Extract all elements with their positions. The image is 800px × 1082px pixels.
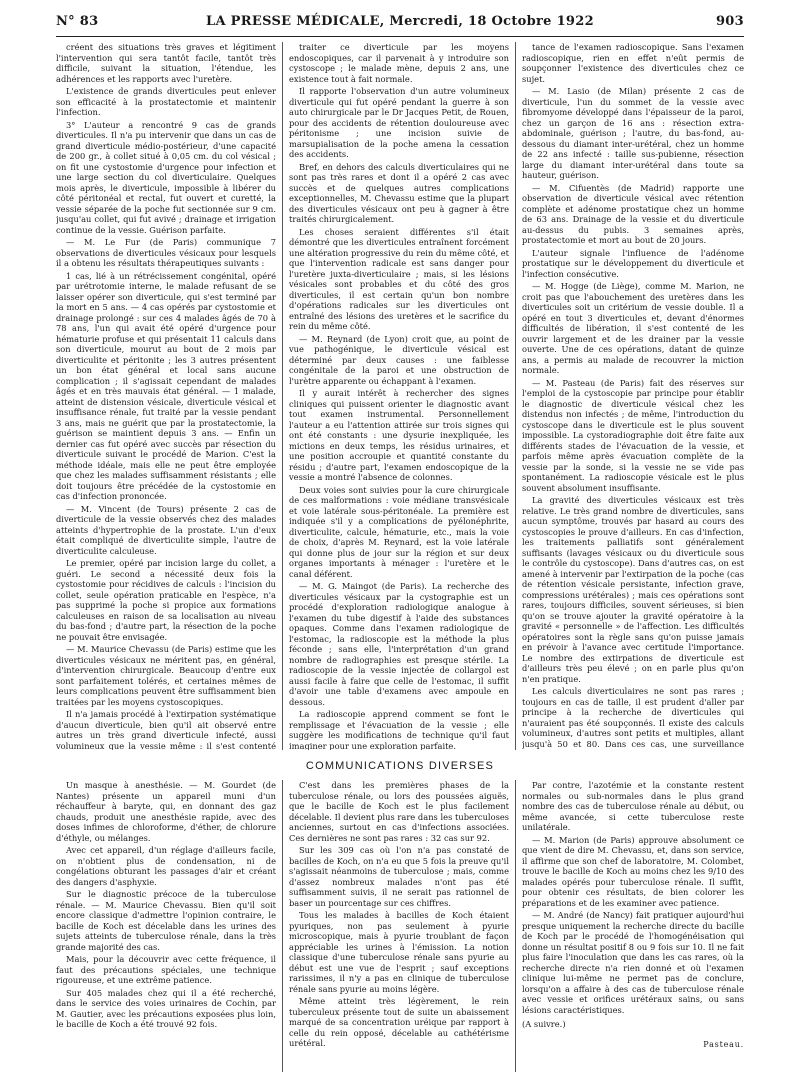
paragraph: Les choses seraient différentes s'il était démontré que les diverticules entraînent forcément une altération progressive du rein du même côté, et que l'intervention radicale est sans danger pour l'uretère juxta-diverticulaire ; mais, si les lésions vésicales sont probables et du côté des gros diverticules, il est certain qu'un bon nombre d'opérations radicales sur les diverticules ont entraîné des lésions des uretères et le sacrifice du rein du même côté.: [289, 226, 509, 331]
paragraph: tance de l'examen radioscopique. Sans l'examen radioscopique, rien en effet n'eût permis de soupçonner l'existence des diverticules chez ce sujet.: [522, 42, 744, 84]
continued-note: (A suivre.): [522, 1019, 566, 1029]
column-divider: [515, 42, 516, 750]
paragraph: Avec cet appareil, d'un réglage d'ailleurs facile, on n'obtient plus de condensation, ni de congélations obturant les passages d'air et créant des dangers d'asphyxie.: [56, 845, 276, 887]
article-column-1: [56, 42, 276, 750]
paragraph: L'existence de grands diverticules peut enlever son efficacité à la prostatectomie et maintenir l'infection.: [56, 86, 276, 117]
journal-title: LA PRESSE MÉDICALE, Mercredi, 18 Octobre 1922: [206, 14, 594, 29]
paragraph: Il n'a jamais procédé à l'extirpation systématique d'aucun diverticule, bien qu'il ait observé entre autres un très grand diverticule infecté, aussi volumineux que la vessie même : il s'est contenté: [56, 709, 276, 750]
paragraph: Même atteint très légèrement, le rein tuberculeux présente tout de suite un abaissement marqué de sa concentration uréique par rapport à celle du rein opposé, décelable au cathétérisme urétéral.: [289, 996, 509, 1048]
paragraph: Deux voies sont suivies pour la cure chirurgicale de ces malformations : voie médiane transvésicale et voie latérale sous-péritonéale. La première est indiquée s'il y a complications de pyélonéphrite, diverticulite, calcule, hématurie, etc., mais la voie de choix, d'après M. Reynard, est la voie latérale qui donne plus de jour sur la région et sur deux organes importants à ménager : l'uretère et le canal déférent.: [289, 484, 509, 579]
paragraph: La radioscopie apprend comment se font le remplissage et l'évacuation de la vessie ; elle suggère les modifications de technique qu'il faut imaginer pour une exploration parfaite.: [289, 709, 509, 750]
header-rule: [56, 36, 744, 37]
paragraph: — M. Hogge (de Liège), comme M. Marion, ne croit pas que l'abouchement des uretères dans les diverticules soit un critérium de vessie double. Il a opéré en tout 3 diverticules et, devant d'énormes difficultés de libération, il s'est contenté de les ouvrir largement et de les drainer par la vessie ouverte. Une de ces opérations, datant de quinze ans, a permis au malade de recouvrer la miction normale.: [522, 281, 744, 375]
paragraph: — M. Lasio (de Milan) présente 2 cas de diverticule, l'un du sommet de la vessie avec fibromyome développé dans l'épaisseur de la paroi, chez un garçon de 16 ans : résection extra-abdominale, guérison ; l'autre, du bas-fond, au-dessous du diamant inter-urétéral, chez un homme de 22 ans infecté : taille sus-pubienne, résection large du diamant inter-urétéral dans toute sa hauteur, guérison.: [522, 86, 744, 180]
paragraph: Sur le diagnostic précoce de la tuberculose rénale. — M. Maurice Chevassu. Bien qu'il soit encore classique d'admettre l'opinion contraire, le bacille de Koch est décelable dans les urines des sujets atteints de tuberculose rénale, dans la très grande majorité des cas.: [56, 889, 276, 952]
paragraph: Tous les malades à bacilles de Koch étaient pyuriques, non pas seulement à pyurie microscopique, mais à pyurie troublant de façon appréciable les urines à l'émission. La notion classique d'une tuberculose rénale sans pyurie au début est une vue de l'esprit ; sauf exceptions rarissimes, il n'y a pas en clinique de tuberculose rénale sans pyurie au moins légère.: [289, 910, 509, 994]
communications-column-1: [56, 780, 276, 1072]
paragraph: 3° L'auteur a rencontré 9 cas de grands diverticules. Il n'a pu intervenir que dans un cas de grand diverticule médio-postérieur, d'une capacité de 200 gr., à collet situé à 0,05 cm. du col vésical ; on fit une cystostomie d'urgence pour infection et une large section du col diverticulaire. Quelques mois après, le diverticule, impossible à libérer du côté péritonéal et rectal, fut ouvert et curetté, la vessie séparée de la poche fut sectionnée sur 9 cm. jusqu'au collet, qui fut avivé ; drainage et irrigation continue de la vessie. Guérison parfaite.: [56, 119, 276, 235]
page-header: [56, 14, 744, 36]
paragraph: Le premier, opéré par incision large du collet, a guéri. Le second a nécessité deux fois la cystostomie pour récidives de calculs : l'incision du collet, seule opération praticable en l'espèce, n'a pas supprimé la poche si propice aux formations calculeuses en raison de sa localisation au niveau du bas-fond ; d'autre part, la résection de la poche ne pouvait être envisagée.: [56, 558, 276, 642]
communications-column-2: [289, 780, 509, 1072]
paragraph: traiter ce diverticule par les moyens endoscopiques, car il parvenait à y introduire son cystoscope ; le malade mène, depuis 2 ans, une existence tout à fait normale.: [289, 42, 509, 84]
column-divider: [282, 780, 283, 1072]
paragraph: créent des situations très graves et légitiment l'intervention qui sera tantôt facile, tantôt très difficile, suivant la situation, l'étendue, les adhérences et les rapports avec l'uretère.: [56, 42, 276, 84]
communications-column-3: [522, 780, 744, 1072]
column-divider: [282, 42, 283, 750]
paragraph: Il y aurait intérêt à rechercher des signes cliniques qui puissent orienter le diagnostic avant tout examen instrumental. Personnellement l'auteur a eu l'attention attirée sur trois signes qui ont été constants : une dysurie inexpliquée, les mictions en deux temps, les résidus urinaires, et une position accroupie et quantité constante du résidu ; d'autre part, l'examen endoscopique de la vessie a montré l'absence de colonnes.: [289, 388, 509, 482]
author-signature: Pasteau.: [703, 1039, 744, 1049]
paragraph: — M. Pasteau (de Paris) fait des réserves sur l'emploi de la cystoscopie par principe pour établir le diagnostic de diverticule vésical chez les distendus non infectés ; de même, l'introduction du cystoscope dans le diverticule est le plus souvent impossible. La cystoradiographie doit être faite aux différents stades de l'évacuation de la vessie, et parfois même après évacuation complète de la vessie par la sonde, si la vessie ne se vide pas spontanément. La radioscopie vésicale est le plus souvent absolument insuffisante.: [522, 377, 744, 493]
paragraph: La gravité des diverticules vésicaux est très relative. Le très grand nombre de diverticules, sans aucun symptôme, trouvés par hasard au cours des cystoscopies le prouve d'ailleurs. En cas d'infection, les traitements palliatifs sont généralement suffisants (lavages vésicaux ou du diverticule sous le contrôle du cystoscope). Dans d'autres cas, on est amené à intervenir par l'extirpation de la poche (cas de rétention vésicale persistante, infection grave, compressions urétérales) ; mais ces opérations sont rares, toujours difficiles, souvent sérieuses, si bien qu'on se trouve ajouter la gravité opératoire à la gravité « personnelle » de l'affection. Les difficultés opératoires sont la règle sans qu'on puisse jamais en prévoir à l'avance avec certitude l'importance. Le nombre des extirpations de diverticule est d'ailleurs très peu élevé ; on en parle plus qu'on n'en pratique.: [522, 495, 744, 684]
page-number: 903: [715, 14, 744, 29]
paragraph: — M. Cifuentès (de Madrid) rapporte une observation de diverticule vésical avec rétention complète et adénome prostatique chez un homme de 63 ans. Drainage de la vessie et du diverticule au-dessus du pubis. 3 semaines après, prostatectomie et mort au bout de 20 jours.: [522, 182, 744, 245]
paragraph: — M. Reynard (de Lyon) croit que, au point de vue pathogénique, le diverticule vésical est déterminé par deux causes : une faiblesse congénitale de la paroi et une obstruction de l'urètre apparente ou échappant à l'examen.: [289, 333, 509, 386]
paragraph: Un masque à anesthésie. — M. Gourdet (de Nantes) présente un appareil muni d'un réchauffeur à baryte, qui, en donnant des gaz chauds, produit une anesthésie rapide, avec des doses infimes de chloroforme, d'éther, de chlorure d'éthyle, ou mélanges.: [56, 780, 276, 843]
paragraph: — M. André (de Nancy) fait pratiquer aujourd'hui presque uniquement la recherche directe du bacille de Koch par le procédé de l'homogénéisation qui donne un résultat positif 8 ou 9 fois sur 10. Il ne fait plus faire l'inoculation que dans les cas rares, où la recherche directe n'a rien donné et où l'examen clinique lui-même ne permet pas de conclure, lorsqu'on a affaire à des cas de tuberculose rénale avec vessie et orifices urétéraux sains, ou sans lésions caractéristiques.: [522, 910, 744, 1015]
paragraph: — M. G. Maingot (de Paris). La recherche des diverticules vésicaux par la cystographie est un procédé d'exploration radiologique analogue à l'examen du tube digestif à l'aide des substances opaques. Comme dans l'examen radiologique de l'estomac, la radioscopie est la méthode la plus féconde ; sans elle, l'interprétation d'un grand nombre de radiographies est presque stérile. La radioscopie de la vessie injectée de collargol est aussi facile à faire que celle de l'estomac, il suffit d'avoir une table d'examens avec ampoule en dessous.: [289, 581, 509, 707]
paragraph: Les calculs diverticulaires ne sont pas rares ; toujours en cas de taille, il est prudent d'aller par principe à la recherche de diverticules qui n'auraient pas été soupçonnés. Il existe des calculs volumineux, d'autres sont petits et multiples, allant jusqu'à 50 et 80. Dans ces cas, une surveillance: [522, 686, 744, 749]
paragraph: — M. Vincent (de Tours) présente 2 cas de diverticule de la vessie observés chez des malades atteints d'hypertrophie de la prostate. L'un d'eux était compliqué de diverticulite simple, l'autre de diverticulite calculeuse.: [56, 503, 276, 556]
issue-number: N° 83: [56, 14, 99, 29]
article-column-2: [289, 42, 509, 750]
paragraph: Bref, en dehors des calculs diverticulaires qui ne sont pas très rares et dont il a opéré 2 cas avec succès et de quelques autres complications exceptionnelles, M. Chevassu estime que la plupart des diverticules vésicaux ont peu à gagner à être traités chirurgicalement.: [289, 161, 509, 224]
column-divider: [515, 780, 516, 1072]
paragraph: Par contre, l'azotémie et la constante restent normales ou sub-normales dans le plus grand nombre des cas de tuberculose rénale au début, ou même avancée, si cette tuberculose reste unilatérale.: [522, 780, 744, 832]
article-column-3: [522, 42, 744, 750]
paragraph: — M. Marion (de Paris) approuve absolument ce que vient de dire M. Chevassu, et, dans son service, il affirme que son chef de laboratoire, M. Colombet, trouve le bacille de Koch au moins chez les 9/10 des malades opérés pour tuberculose rénale. Il suffit, pour obtenir ces résultats, de bien colorer les préparations et de les examiner avec patience.: [522, 834, 744, 908]
paragraph: Sur les 309 cas où l'on n'a pas constaté de bacilles de Koch, on n'a eu que 5 fois la preuve qu'il s'agissait néanmoins de tuberculose ; mais, comme d'assez nombreux malades n'ont pas été suffisamment suivis, il ne serait pas rationnel de baser un pourcentage sur ces chiffres.: [289, 845, 509, 908]
paragraph: 1 cas, lié à un rétrécissement congénital, opéré par urétrotomie interne, le malade refusant de se laisser opérer son diverticule, qui s'est terminé par la mort en 5 ans. — 4 cas opérés par cystostomie et drainage prolongé : sur ces 4 malades âgés de 70 à 78 ans, l'un qui avait été opéré d'urgence pour hématurie profuse et qui présentait 11 calculs dans son diverticule, mourut au bout de 2 mois par diverticulite et péritonite ; les 3 autres présentent un bon état général et local sans aucune complication ; il s'agissait cependant de malades âgés et en très mauvais état général. — 1 malade, atteint de distension vésicale, diverticule vésical et insuffisance rénale, fut traité par la vessie pendant 3 ans, mais ne guérit que par la prostatectomie, la guérison se maintient depuis 3 ans. — Enfin un dernier cas fut opéré avec succès par résection du diverticule suivant le procédé de Marion. C'est la méthode idéale, mais elle ne peut être employée que chez les malades suffisamment résistants ; elle doit toujours être précédée de la cystostomie en cas d'infection prononcée.: [56, 270, 276, 501]
paragraph: Mais, pour la découvrir avec cette fréquence, il faut des précautions spéciales, une technique rigoureuse, et une extrême patience.: [56, 954, 276, 985]
paragraph: Il rapporte l'observation d'un autre volumineux diverticule qui fut opéré pendant la guerre à son auto chirurgicale par le Dr Jacques Petit, de Rouen, pour des accidents de rétention douloureuse avec péritonisme ; une incision suivie de marsupialisation de la poche amena la cessation des accidents.: [289, 86, 509, 159]
paragraph: — M. Maurice Chevassu (de Paris) estime que les diverticules vésicaux ne méritent pas, en général, d'intervention chirurgicale. Beaucoup d'entre eux sont parfaitement tolérés, et certaines mêmes de leurs complications peuvent être suffisamment bien traitées par les moyens cystoscopiques.: [56, 644, 276, 707]
paragraph: Sur 405 malades chez qui il a été recherché, dans le service des voies urinaires de Cochin, par M. Gautier, avec les précautions exposées plus loin, le bacille de Koch a été trouvé 92 fois.: [56, 987, 276, 1029]
paragraph: — M. Le Fur (de Paris) communique 7 observations de diverticules vésicaux pour lesquels il a obtenu les résultats thérapeutiques suivants :: [56, 237, 276, 268]
paragraph: C'est dans les premières phases de la tuberculose rénale, ou lors des poussées aiguës, que le bacille de Koch est le plus facilement décelable. Il devient plus rare dans les tuberculoses anciennes, surtout en cas d'infections associées. Ces dernières ne sont pas rares : 32 cas sur 92.: [289, 780, 509, 843]
paragraph: L'auteur signale l'influence de l'adénome prostatique sur le développement du diverticule et l'infection consécutive.: [522, 247, 744, 279]
section-heading: COMMUNICATIONS DIVERSES: [305, 760, 495, 772]
